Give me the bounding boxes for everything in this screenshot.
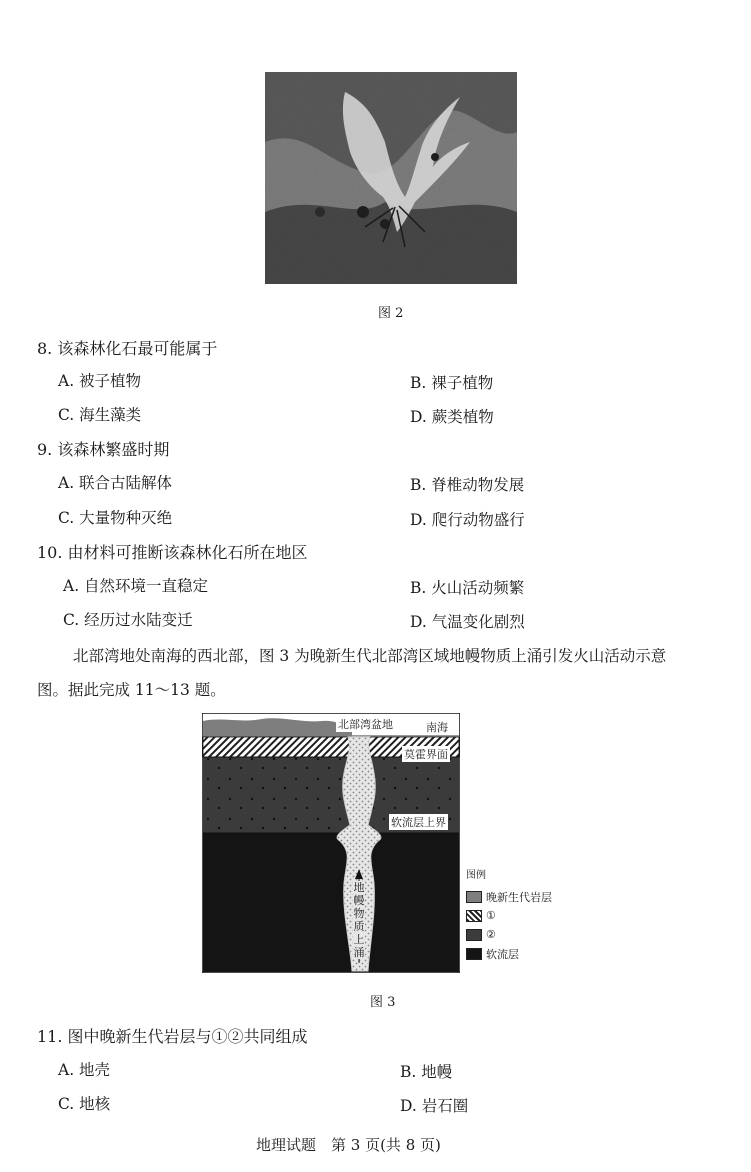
label-asthenosphere-top: 软流层上界 (391, 816, 446, 829)
legend-item-layer-1: ① (466, 906, 586, 925)
legend-swatch-dark (466, 929, 482, 941)
legend-title: 图例 (466, 870, 486, 881)
legend-swatch-black (466, 948, 482, 960)
q8-option-b: B. 裸子植物 (410, 374, 494, 392)
q10-option-b: B. 火山活动频繁 (410, 579, 525, 597)
q11-option-a: A. 地壳 (58, 1061, 111, 1079)
question-9-stem: 9. 该森林繁盛时期 (37, 440, 170, 459)
legend-item-asthenosphere: 软流层 (466, 944, 586, 963)
legend-swatch-hatched (466, 910, 482, 922)
fossil-photo (265, 72, 517, 284)
mantle-upwelling-diagram (202, 713, 460, 973)
q10-option-d: D. 气温变化剧烈 (410, 613, 525, 631)
question-11-stem: 11. 图中晚新生代岩层与①②共同组成 (37, 1027, 308, 1046)
label-south-sea: 南海 (426, 721, 448, 734)
figure3-caption: 图 3 (370, 995, 396, 1010)
q10-option-c: C. 经历过水陆变迁 (63, 611, 193, 629)
question-10-stem: 10. 由材料可推断该森林化石所在地区 (37, 543, 308, 562)
q9-option-a: A. 联合古陆解体 (58, 474, 173, 492)
legend-item-late-cenozoic: 晚新生代岩层 (466, 887, 586, 906)
label-mantle-upwelling: 地 幔 物 质 上 涌 (353, 881, 365, 959)
q9-option-d: D. 爬行动物盛行 (410, 511, 525, 529)
intro-line-1: 北部湾地处南海的西北部，图 3 为晚新生代北部湾区域地幔物质上涌引发火山活动示意 (73, 647, 667, 665)
q9-option-b: B. 脊椎动物发展 (410, 476, 525, 494)
q9-option-c: C. 大量物种灭绝 (58, 509, 173, 527)
q11-option-c: C. 地核 (58, 1095, 111, 1113)
q8-option-a: A. 被子植物 (58, 372, 142, 390)
label-moho: 莫霍界面 (404, 748, 448, 761)
page-footer: 地理试题 第 3 页(共 8 页) (256, 1136, 441, 1154)
q10-option-a: A. 自然环境一直稳定 (63, 577, 209, 595)
q8-option-c: C. 海生藻类 (58, 406, 142, 424)
figure3-legend (466, 866, 586, 963)
question-8-stem: 8. 该森林化石最可能属于 (37, 339, 218, 358)
legend-swatch-gray (466, 891, 482, 903)
q8-option-d: D. 蕨类植物 (410, 408, 494, 426)
q11-option-d: D. 岩石圈 (400, 1097, 469, 1115)
legend-item-layer-2: ② (466, 925, 586, 944)
intro-line-2: 图。据此完成 11～13 题。 (37, 681, 226, 699)
figure2-caption: 图 2 (378, 306, 404, 321)
label-basin: 北部湾盆地 (338, 718, 393, 731)
q11-option-b: B. 地幔 (400, 1063, 453, 1081)
